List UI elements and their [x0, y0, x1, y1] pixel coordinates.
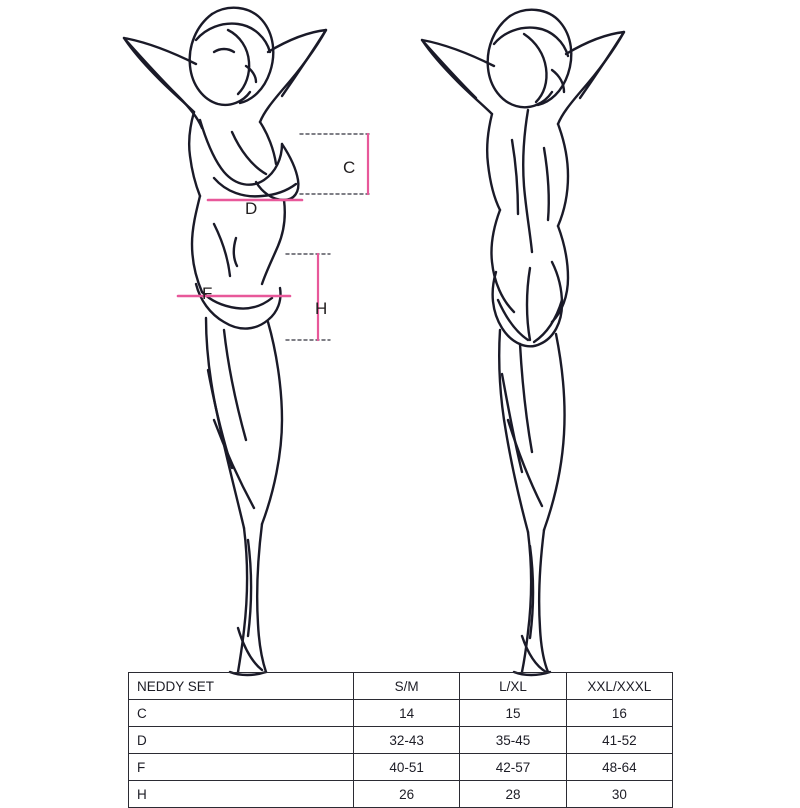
cell-h-xxl: 30 [566, 781, 672, 808]
cell-h-lxl: 28 [460, 781, 566, 808]
table-header-lxl: L/XL [460, 673, 566, 700]
size-table [128, 672, 673, 808]
cell-f-xxl: 48-64 [566, 754, 672, 781]
cell-c-lxl: 15 [460, 700, 566, 727]
table-header-xxl: XXL/XXXL [566, 673, 672, 700]
table-header-sm: S/M [354, 673, 460, 700]
cell-d-sm: 32-43 [354, 727, 460, 754]
table-row-header [129, 673, 673, 700]
cell-d-lxl: 35-45 [460, 727, 566, 754]
cell-f-sm: 40-51 [354, 754, 460, 781]
table-row [129, 781, 673, 808]
measure-label-d: D [245, 199, 258, 218]
row-label-h: H [129, 781, 354, 808]
cell-h-sm: 26 [354, 781, 460, 808]
measure-label-h: H [315, 299, 328, 318]
cell-c-xxl: 16 [566, 700, 672, 727]
front-view-figure [124, 8, 326, 675]
cell-f-lxl: 42-57 [460, 754, 566, 781]
table-row [129, 754, 673, 781]
row-label-f: F [129, 754, 354, 781]
table-row [129, 700, 673, 727]
row-label-d: D [129, 727, 354, 754]
table-header-product: NEDDY SET [129, 673, 354, 700]
cell-d-xxl: 41-52 [566, 727, 672, 754]
cell-c-sm: 14 [354, 700, 460, 727]
table-row [129, 727, 673, 754]
row-label-c: C [129, 700, 354, 727]
measure-label-c: C [343, 158, 356, 177]
back-view-figure [422, 10, 624, 675]
measure-label-f: F [202, 284, 213, 303]
